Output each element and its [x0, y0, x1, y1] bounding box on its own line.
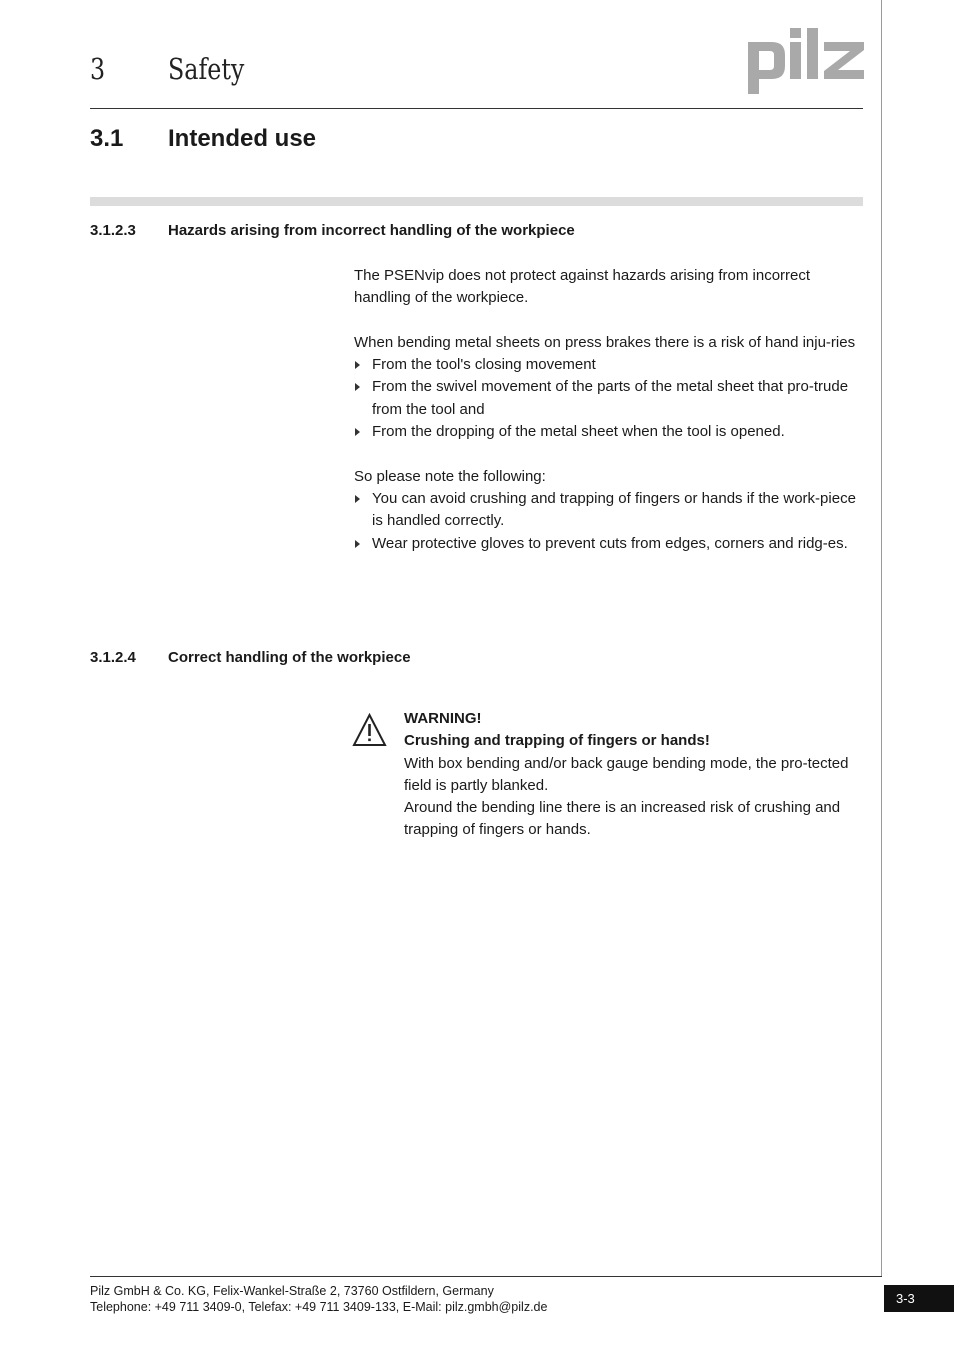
warning-block — [404, 708, 864, 842]
footer-address: Pilz GmbH & Co. KG, Felix-Wankel-Straße 2, 73760 Ostfildern, Germany — [90, 1284, 494, 1298]
right-margin-line — [881, 0, 882, 1276]
list-item: From the swivel movement of the parts of the metal sheet that pro-trude from the tool and — [354, 376, 866, 421]
pilz-logo — [748, 28, 864, 94]
list-item: You can avoid crushing and trapping of fingers or hands if the work-piece is handled correctly. — [354, 488, 866, 533]
footer — [90, 1283, 547, 1315]
bullet-arrow-icon — [355, 383, 360, 391]
bullet-arrow-icon — [355, 540, 360, 548]
page-number: 3-3 — [884, 1285, 954, 1312]
warning-text: With box bending and/or back gauge bending mode, the pro-tected field is partly blanked. — [404, 754, 849, 794]
chapter-title: Safety — [168, 52, 245, 86]
subsection-number: 3.1.2.3 — [90, 222, 136, 239]
list-item: Wear protective gloves to prevent cuts from edges, corners and ridg-es. — [354, 533, 866, 555]
warning-triangle-icon — [352, 713, 387, 747]
paragraph: When bending metal sheets on press brakes there is a risk of hand inju-ries — [354, 333, 856, 351]
header-rule — [90, 108, 863, 109]
warning-headline: Crushing and trapping of fingers or hands! — [404, 732, 710, 750]
paragraph: So please note the following: — [354, 467, 546, 485]
footer-rule — [90, 1276, 882, 1277]
bullet-arrow-icon — [355, 428, 360, 436]
list-item: From the dropping of the metal sheet when the tool is opened. — [354, 421, 866, 443]
list-item: From the tool's closing movement — [354, 354, 866, 376]
warning-label: WARNING! — [404, 710, 482, 727]
subsection-title: Correct handling of the workpiece — [168, 649, 411, 666]
subsection-title: Hazards arising from incorrect handling of the workpiece — [168, 222, 575, 239]
bullet-arrow-icon — [355, 495, 360, 503]
paragraph: The PSENvip does not protect against hazards arising from incorrect handling of the workpiece. — [354, 267, 811, 307]
subsection-body — [354, 265, 866, 555]
bullet-arrow-icon — [355, 361, 360, 369]
section-divider-bar — [90, 197, 863, 206]
subsection-number: 3.1.2.4 — [90, 649, 136, 666]
section-number: 3.1 — [90, 125, 124, 152]
chapter-number: 3 — [90, 52, 106, 86]
section-title: Intended use — [168, 125, 317, 152]
footer-contact: Telephone: +49 711 3409-0, Telefax: +49 711 3409-133, E-Mail: pilz.gmbh@pilz.de — [90, 1300, 548, 1314]
warning-text: Around the bending line there is an increased risk of crushing and trapping of fingers or hands. — [404, 799, 841, 839]
